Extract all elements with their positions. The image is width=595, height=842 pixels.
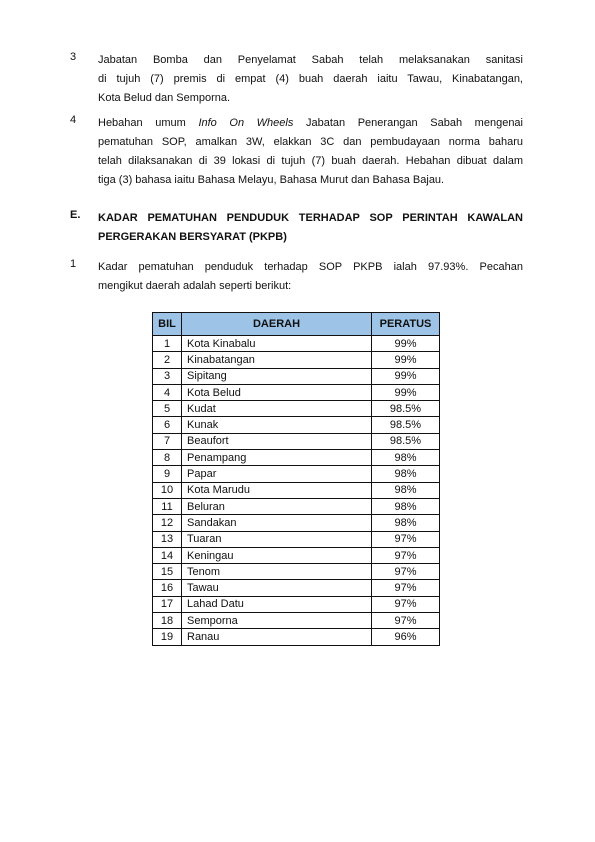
percentage: 99%: [372, 384, 440, 400]
table-row: [153, 384, 440, 400]
table-row: [153, 531, 440, 547]
district-name: Beluran: [182, 498, 372, 514]
table-row: [153, 547, 440, 563]
district-name: Penampang: [182, 450, 372, 466]
district-name: Papar: [182, 466, 372, 482]
table-row: [153, 564, 440, 580]
paragraph-text: [98, 258, 523, 296]
table-row: [153, 433, 440, 449]
table-row: [153, 368, 440, 384]
table-body: [153, 336, 440, 646]
title-line: KADAR PEMATUHAN PENDUDUK TERHADAP SOP PERINTAH KAWALAN: [98, 212, 523, 224]
row-number: 12: [153, 515, 182, 531]
row-number: 1: [153, 336, 182, 352]
percentage: 98.5%: [372, 417, 440, 433]
percentage: 98%: [372, 450, 440, 466]
text-line: di tujuh (7) premis di empat (4) buah daerah iaitu Tawau, Kinabatangan,: [98, 73, 523, 85]
table-row: [153, 515, 440, 531]
table-row: [153, 629, 440, 645]
text-line: Jabatan Bomba dan Penyelamat Sabah telah melaksanakan sanitasi: [98, 54, 523, 66]
row-number: 2: [153, 352, 182, 368]
row-number: 5: [153, 401, 182, 417]
text-line: Kota Belud dan Semporna.: [98, 92, 231, 104]
row-number: 19: [153, 629, 182, 645]
percentage: 98.5%: [372, 433, 440, 449]
district-name: Kudat: [182, 401, 372, 417]
percentage: 97%: [372, 564, 440, 580]
row-number: 15: [153, 564, 182, 580]
district-name: Kota Kinabalu: [182, 336, 372, 352]
row-number: 7: [153, 433, 182, 449]
table-row: [153, 352, 440, 368]
table-row: [153, 417, 440, 433]
row-number: 13: [153, 531, 182, 547]
row-number: 16: [153, 580, 182, 596]
table-header-row: [153, 313, 440, 336]
row-number: 11: [153, 498, 182, 514]
percentage: 98%: [372, 515, 440, 531]
text-segment: Jabatan Penerangan Sabah mengenai: [293, 117, 523, 129]
section-title: [98, 209, 523, 247]
text-line: tiga (3) bahasa iaitu Bahasa Melayu, Bahasa Murut dan Bahasa Bajau.: [98, 174, 445, 186]
district-name: Kota Marudu: [182, 482, 372, 498]
percentage: 97%: [372, 613, 440, 629]
paragraph-text: [98, 51, 523, 108]
italic-text: Info On Wheels: [198, 117, 294, 129]
table-row: [153, 336, 440, 352]
row-number: 9: [153, 466, 182, 482]
percentage: 98%: [372, 466, 440, 482]
paragraph-text: [98, 114, 523, 190]
row-number: 3: [153, 368, 182, 384]
text-line: Kadar pematuhan penduduk terhadap SOP PKPB ialah 97.93%. Pecahan: [98, 261, 523, 273]
district-name: Sandakan: [182, 515, 372, 531]
percentage: 96%: [372, 629, 440, 645]
district-name: Sipitang: [182, 368, 372, 384]
text-line: [98, 114, 523, 133]
district-name: Beaufort: [182, 433, 372, 449]
district-name: Ranau: [182, 629, 372, 645]
district-name: Tawau: [182, 580, 372, 596]
table-row: [153, 482, 440, 498]
text-line: mengikut daerah adalah seperti berikut:: [98, 280, 292, 292]
table-row: [153, 613, 440, 629]
percentage: 98%: [372, 498, 440, 514]
table-row: [153, 466, 440, 482]
district-name: Kunak: [182, 417, 372, 433]
text-line: telah dilaksanakan di 39 lokasi di tujuh (7) buah daerah. Hebahan dibuat dalam: [98, 155, 523, 167]
row-number: 14: [153, 547, 182, 563]
compliance-table: [152, 312, 440, 646]
percentage: 98%: [372, 482, 440, 498]
text-line: pematuhan SOP, amalkan 3W, elakkan 3C dan pembudayaan norma baharu: [98, 136, 523, 148]
table-row: [153, 498, 440, 514]
text-segment: Hebahan umum: [98, 117, 199, 129]
percentage: 97%: [372, 547, 440, 563]
percentage: 97%: [372, 580, 440, 596]
percentage: 98.5%: [372, 401, 440, 417]
paragraph-number: 4: [70, 114, 77, 126]
row-number: 8: [153, 450, 182, 466]
district-name: Semporna: [182, 613, 372, 629]
paragraph-number: 1: [70, 258, 77, 270]
header-peratus: PERATUS: [372, 313, 440, 336]
percentage: 99%: [372, 352, 440, 368]
table-row: [153, 401, 440, 417]
percentage: 99%: [372, 368, 440, 384]
district-name: Tenom: [182, 564, 372, 580]
row-number: 17: [153, 596, 182, 612]
paragraph-number: 3: [70, 51, 77, 63]
row-number: 6: [153, 417, 182, 433]
row-number: 10: [153, 482, 182, 498]
header-daerah: DAERAH: [182, 313, 372, 336]
row-number: 4: [153, 384, 182, 400]
district-name: Keningau: [182, 547, 372, 563]
title-line: PERGERAKAN BERSYARAT (PKPB): [98, 231, 287, 243]
percentage: 97%: [372, 531, 440, 547]
percentage: 97%: [372, 596, 440, 612]
district-name: Kota Belud: [182, 384, 372, 400]
district-name: Lahad Datu: [182, 596, 372, 612]
table-row: [153, 596, 440, 612]
section-letter: E.: [70, 209, 81, 221]
row-number: 18: [153, 613, 182, 629]
district-name: Tuaran: [182, 531, 372, 547]
table-row: [153, 580, 440, 596]
header-bil: BIL: [153, 313, 182, 336]
percentage: 99%: [372, 336, 440, 352]
table-row: [153, 450, 440, 466]
district-name: Kinabatangan: [182, 352, 372, 368]
